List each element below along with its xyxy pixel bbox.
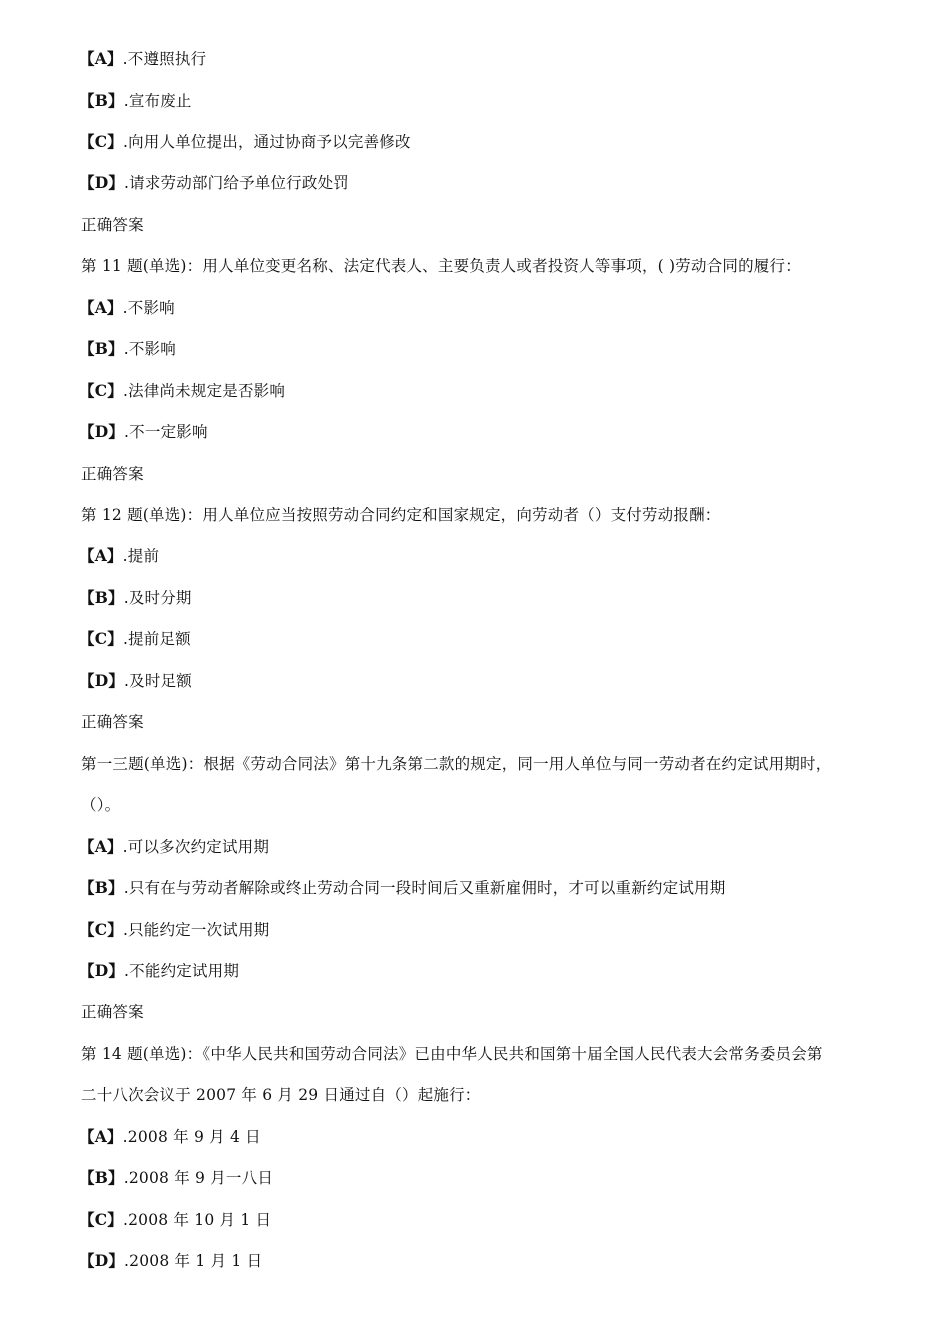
option-text: .只有在与劳动者解除或终止劳动合同一段时间后又重新雇佣时，才可以重新约定试用期 <box>123 879 726 897</box>
option-line <box>79 173 349 193</box>
option-text: .不影响 <box>122 298 175 317</box>
question-text: 第 12 题(单选)：用人单位应当按照劳动合同约定和国家规定，向劳动者（）支付劳动报酬： <box>81 506 721 524</box>
option-line <box>79 132 411 152</box>
option-line <box>79 837 269 857</box>
option-letter: 【D】 <box>79 173 125 193</box>
answer-label: 正确答案 <box>81 464 144 483</box>
option-text: .及时足额 <box>124 671 192 690</box>
option-text: .法律尚未规定是否影响 <box>122 381 286 400</box>
option-text: .不一定影响 <box>124 423 208 442</box>
option-text: .请求劳动部门给予单位行政处罚 <box>124 174 349 193</box>
option-letter: 【D】 <box>79 422 125 442</box>
option-letter: 【C】 <box>79 919 123 939</box>
option-letter: 【D】 <box>79 670 125 690</box>
option-line <box>79 422 208 442</box>
option-line <box>79 381 285 401</box>
option-text: .2008 年 1 月 1 日 <box>124 1252 263 1271</box>
option-text: .2008 年 9 月一八日 <box>123 1169 274 1188</box>
option-letter: 【A】 <box>79 836 123 856</box>
answer-label: 正确答案 <box>81 215 144 234</box>
option-line <box>79 1168 273 1188</box>
option-text: .向用人单位提出，通过协商予以完善修改 <box>122 132 411 151</box>
option-letter: 【D】 <box>79 1251 125 1271</box>
option-letter: 【C】 <box>79 1209 123 1229</box>
option-text: .可以多次约定试用期 <box>122 837 270 856</box>
option-line <box>79 298 175 318</box>
answer-label: 正确答案 <box>81 713 144 732</box>
option-letter: 【B】 <box>79 1168 124 1188</box>
question-text: 第 11 题(单选)：用人单位变更名称、法定代表人、主要负责人或者投资人等事项，( )劳动合同的履行： <box>81 257 801 276</box>
option-letter: 【A】 <box>79 297 123 317</box>
option-text: .及时分期 <box>123 588 192 607</box>
option-line <box>79 1127 261 1147</box>
option-text: .2008 年 9 月 4 日 <box>122 1127 261 1146</box>
option-line <box>79 1251 262 1271</box>
option-letter: 【B】 <box>79 90 124 110</box>
option-letter: 【B】 <box>79 339 124 359</box>
option-line <box>79 920 269 940</box>
option-line <box>79 961 239 981</box>
question-continuation: （）。 <box>81 796 121 815</box>
option-letter: 【C】 <box>79 131 123 151</box>
option-text: .提前足额 <box>122 630 191 649</box>
option-line <box>79 878 725 898</box>
option-text: .提前 <box>122 547 160 566</box>
option-letter: 【A】 <box>79 1126 123 1146</box>
option-line <box>79 1210 271 1230</box>
option-text: .不影响 <box>123 340 176 359</box>
option-letter: 【A】 <box>79 546 123 566</box>
option-text: .宣布废止 <box>123 91 192 110</box>
option-line <box>79 546 159 566</box>
question-text: 第一三题(单选)：根据《劳动合同法》第十九条第二款的规定，同一用人单位与同一劳动者在约定试用期时， <box>81 754 832 773</box>
question-text: 第 14 题(单选)：《中华人民共和国劳动合同法》已由中华人民共和国第十届全国人民代表大会常务委员会第 <box>81 1044 823 1063</box>
answer-label: 正确答案 <box>81 1003 144 1022</box>
option-letter: 【D】 <box>79 960 125 980</box>
option-letter: 【C】 <box>79 629 123 649</box>
option-letter: 【A】 <box>79 49 123 68</box>
option-letter: 【B】 <box>79 878 124 897</box>
option-text: .不遵照执行 <box>122 50 207 68</box>
option-line <box>79 49 206 69</box>
option-text: .只能约定一次试用期 <box>122 920 270 939</box>
option-line <box>79 671 192 691</box>
option-line <box>79 339 176 359</box>
option-line <box>79 629 191 649</box>
question-continuation: 二十八次会议于 2007 年 6 月 29 日通过自（）起施行： <box>81 1086 481 1105</box>
option-text: .不能约定试用期 <box>124 961 240 980</box>
option-letter: 【B】 <box>79 587 124 607</box>
option-letter: 【C】 <box>79 380 123 400</box>
option-text: .2008 年 10 月 1 日 <box>122 1210 272 1229</box>
option-line <box>79 588 192 608</box>
option-line <box>79 91 192 111</box>
